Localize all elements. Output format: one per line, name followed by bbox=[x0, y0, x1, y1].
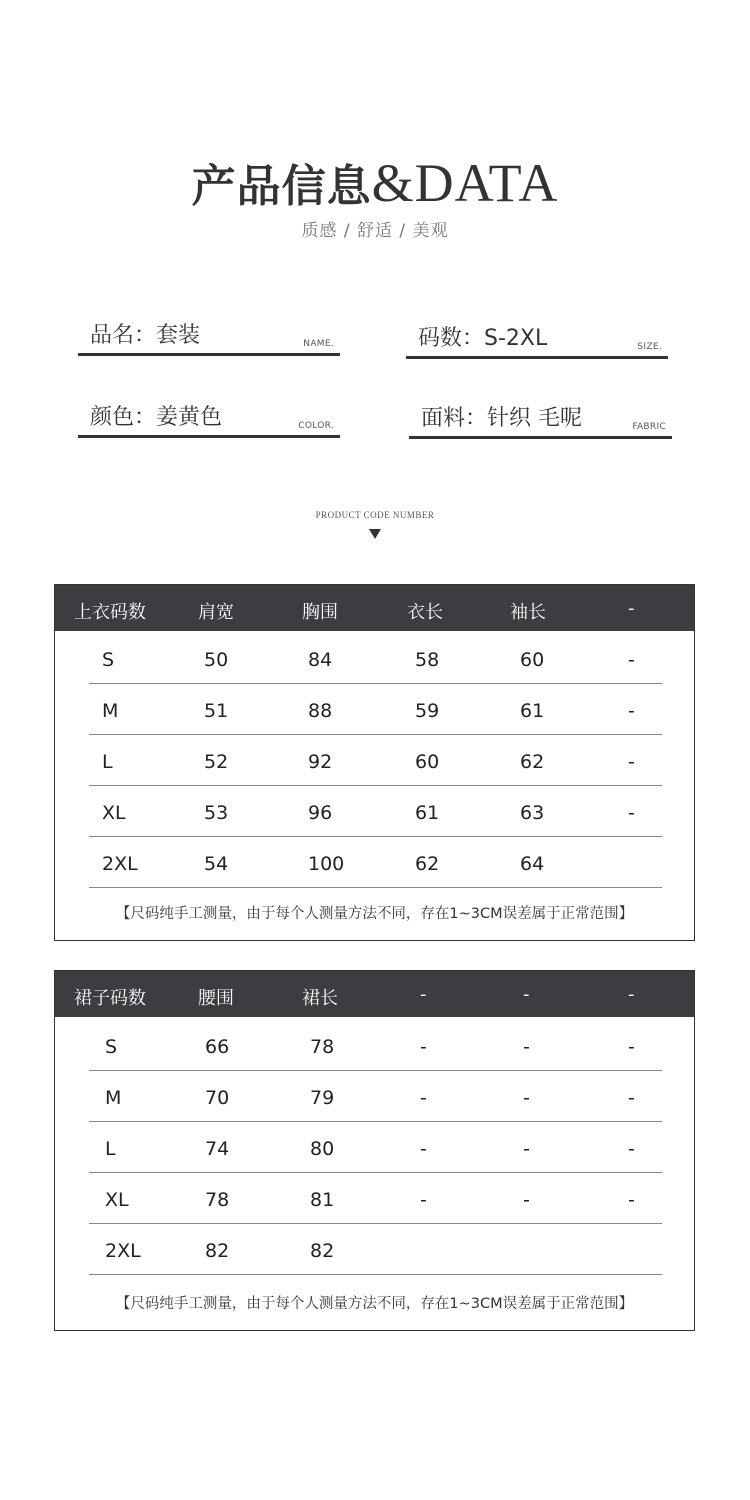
table-cell: 88 bbox=[308, 700, 333, 722]
table-cell: L bbox=[105, 1138, 116, 1160]
table-cell: M bbox=[105, 1087, 122, 1109]
table-cell: 64 bbox=[520, 853, 545, 875]
product-code-label: PRODUCT CODE NUMBER bbox=[315, 510, 435, 520]
table-row bbox=[55, 1173, 694, 1224]
top-header-cell: 袖长 bbox=[510, 602, 546, 623]
fabric-field bbox=[409, 396, 672, 439]
table-cell: 92 bbox=[308, 751, 333, 773]
size-tag: SIZE. bbox=[637, 342, 662, 352]
name-field bbox=[78, 313, 340, 356]
page-title-en: &DATA bbox=[371, 153, 559, 213]
table-row bbox=[55, 1122, 694, 1173]
top-header-cell: 肩宽 bbox=[198, 602, 234, 623]
table-cell: 80 bbox=[310, 1138, 335, 1160]
table-cell: 82 bbox=[310, 1240, 335, 1262]
table-cell: 61 bbox=[415, 802, 440, 824]
table-cell: XL bbox=[102, 802, 126, 824]
skirt-header-cell: 腰围 bbox=[198, 988, 234, 1009]
table-cell: - bbox=[628, 649, 635, 671]
table-cell: 79 bbox=[310, 1087, 335, 1109]
table-cell: - bbox=[628, 700, 635, 722]
top-header-cell: 胸围 bbox=[302, 602, 338, 623]
table-cell: M bbox=[102, 700, 119, 722]
table-cell: 61 bbox=[520, 700, 545, 722]
page-subtitle: 质感 / 舒适 / 美观 bbox=[301, 221, 449, 241]
table-cell: 82 bbox=[205, 1240, 230, 1262]
table-cell: XL bbox=[105, 1189, 129, 1211]
table-cell: 63 bbox=[520, 802, 545, 824]
table-cell: - bbox=[420, 1087, 427, 1109]
skirt-header-cell: 裙子码数 bbox=[74, 988, 146, 1009]
table-cell: - bbox=[628, 1036, 635, 1058]
table-row bbox=[55, 684, 694, 735]
fabric-tag: FABRIC bbox=[632, 422, 666, 432]
table-cell: 62 bbox=[520, 751, 545, 773]
table-cell: 50 bbox=[204, 649, 229, 671]
table-cell: 53 bbox=[204, 802, 229, 824]
skirt-header-cell: - bbox=[523, 984, 530, 1005]
table-cell: 78 bbox=[310, 1036, 335, 1058]
top-header-cell: 上衣码数 bbox=[74, 602, 146, 623]
table-cell: 51 bbox=[204, 700, 229, 722]
table-cell: 96 bbox=[308, 802, 333, 824]
table-cell: - bbox=[420, 1036, 427, 1058]
name-label: 品名：套装 bbox=[90, 323, 201, 348]
size-field bbox=[406, 316, 668, 359]
top-table-header bbox=[55, 585, 694, 631]
size-label: 码数：S-2XL bbox=[418, 326, 548, 351]
table-cell: 54 bbox=[204, 853, 229, 875]
table-cell: - bbox=[628, 751, 635, 773]
table-cell: - bbox=[523, 1087, 530, 1109]
table-cell: - bbox=[628, 802, 635, 824]
table-cell: S bbox=[105, 1036, 118, 1058]
skirt-header-cell: 裙长 bbox=[302, 988, 338, 1009]
table-cell: - bbox=[523, 1189, 530, 1211]
table-cell: 52 bbox=[204, 751, 229, 773]
top-header-cell: 衣长 bbox=[407, 602, 443, 623]
table-row bbox=[55, 1224, 694, 1275]
table-cell: - bbox=[523, 1036, 530, 1058]
table-row bbox=[55, 633, 694, 684]
table-row bbox=[55, 1071, 694, 1122]
skirt-header-cell: - bbox=[420, 984, 427, 1005]
table-cell: - bbox=[420, 1189, 427, 1211]
table-cell: 66 bbox=[205, 1036, 230, 1058]
table-cell: 58 bbox=[415, 649, 440, 671]
table-cell: 70 bbox=[205, 1087, 230, 1109]
table-cell: 60 bbox=[520, 649, 545, 671]
top-header-cell: - bbox=[628, 598, 635, 619]
table-cell: 78 bbox=[205, 1189, 230, 1211]
table-cell: S bbox=[102, 649, 115, 671]
table-row bbox=[55, 735, 694, 786]
table-cell: 84 bbox=[308, 649, 333, 671]
table-cell: 60 bbox=[415, 751, 440, 773]
row-divider bbox=[89, 1274, 662, 1275]
table-cell: - bbox=[628, 1138, 635, 1160]
table-cell: - bbox=[420, 1138, 427, 1160]
page-title-cn: 产品信息 bbox=[191, 161, 372, 212]
table-row bbox=[55, 837, 694, 888]
table-cell: 2XL bbox=[105, 1240, 141, 1262]
measurement-note: 【尺码纯手工测量，由于每个人测量方法不同，存在1~3CM误差属于正常范围】 bbox=[115, 1296, 634, 1312]
table-cell: 100 bbox=[308, 853, 345, 875]
top-size-table bbox=[54, 584, 695, 941]
skirt-table-header bbox=[55, 971, 694, 1017]
table-cell: - bbox=[628, 1087, 635, 1109]
table-cell: - bbox=[523, 1138, 530, 1160]
table-cell: L bbox=[102, 751, 113, 773]
table-cell: 62 bbox=[415, 853, 440, 875]
color-tag: COLOR. bbox=[298, 421, 334, 431]
table-cell: 74 bbox=[205, 1138, 230, 1160]
name-tag: NAME. bbox=[303, 339, 334, 349]
color-field bbox=[78, 395, 340, 438]
table-cell: 2XL bbox=[102, 853, 138, 875]
measurement-note: 【尺码纯手工测量，由于每个人测量方法不同，存在1~3CM误差属于正常范围】 bbox=[115, 906, 634, 922]
table-row bbox=[55, 1020, 694, 1071]
row-divider bbox=[89, 887, 662, 888]
skirt-header-cell: - bbox=[628, 984, 635, 1005]
down-arrow-icon bbox=[369, 529, 381, 539]
table-cell: 59 bbox=[415, 700, 440, 722]
table-cell: - bbox=[628, 1189, 635, 1211]
color-label: 颜色：姜黄色 bbox=[90, 405, 223, 430]
skirt-size-table bbox=[54, 970, 695, 1331]
page-title bbox=[0, 150, 750, 213]
fabric-label: 面料：针织 毛呢 bbox=[421, 406, 582, 431]
table-row bbox=[55, 786, 694, 837]
table-cell: 81 bbox=[310, 1189, 335, 1211]
